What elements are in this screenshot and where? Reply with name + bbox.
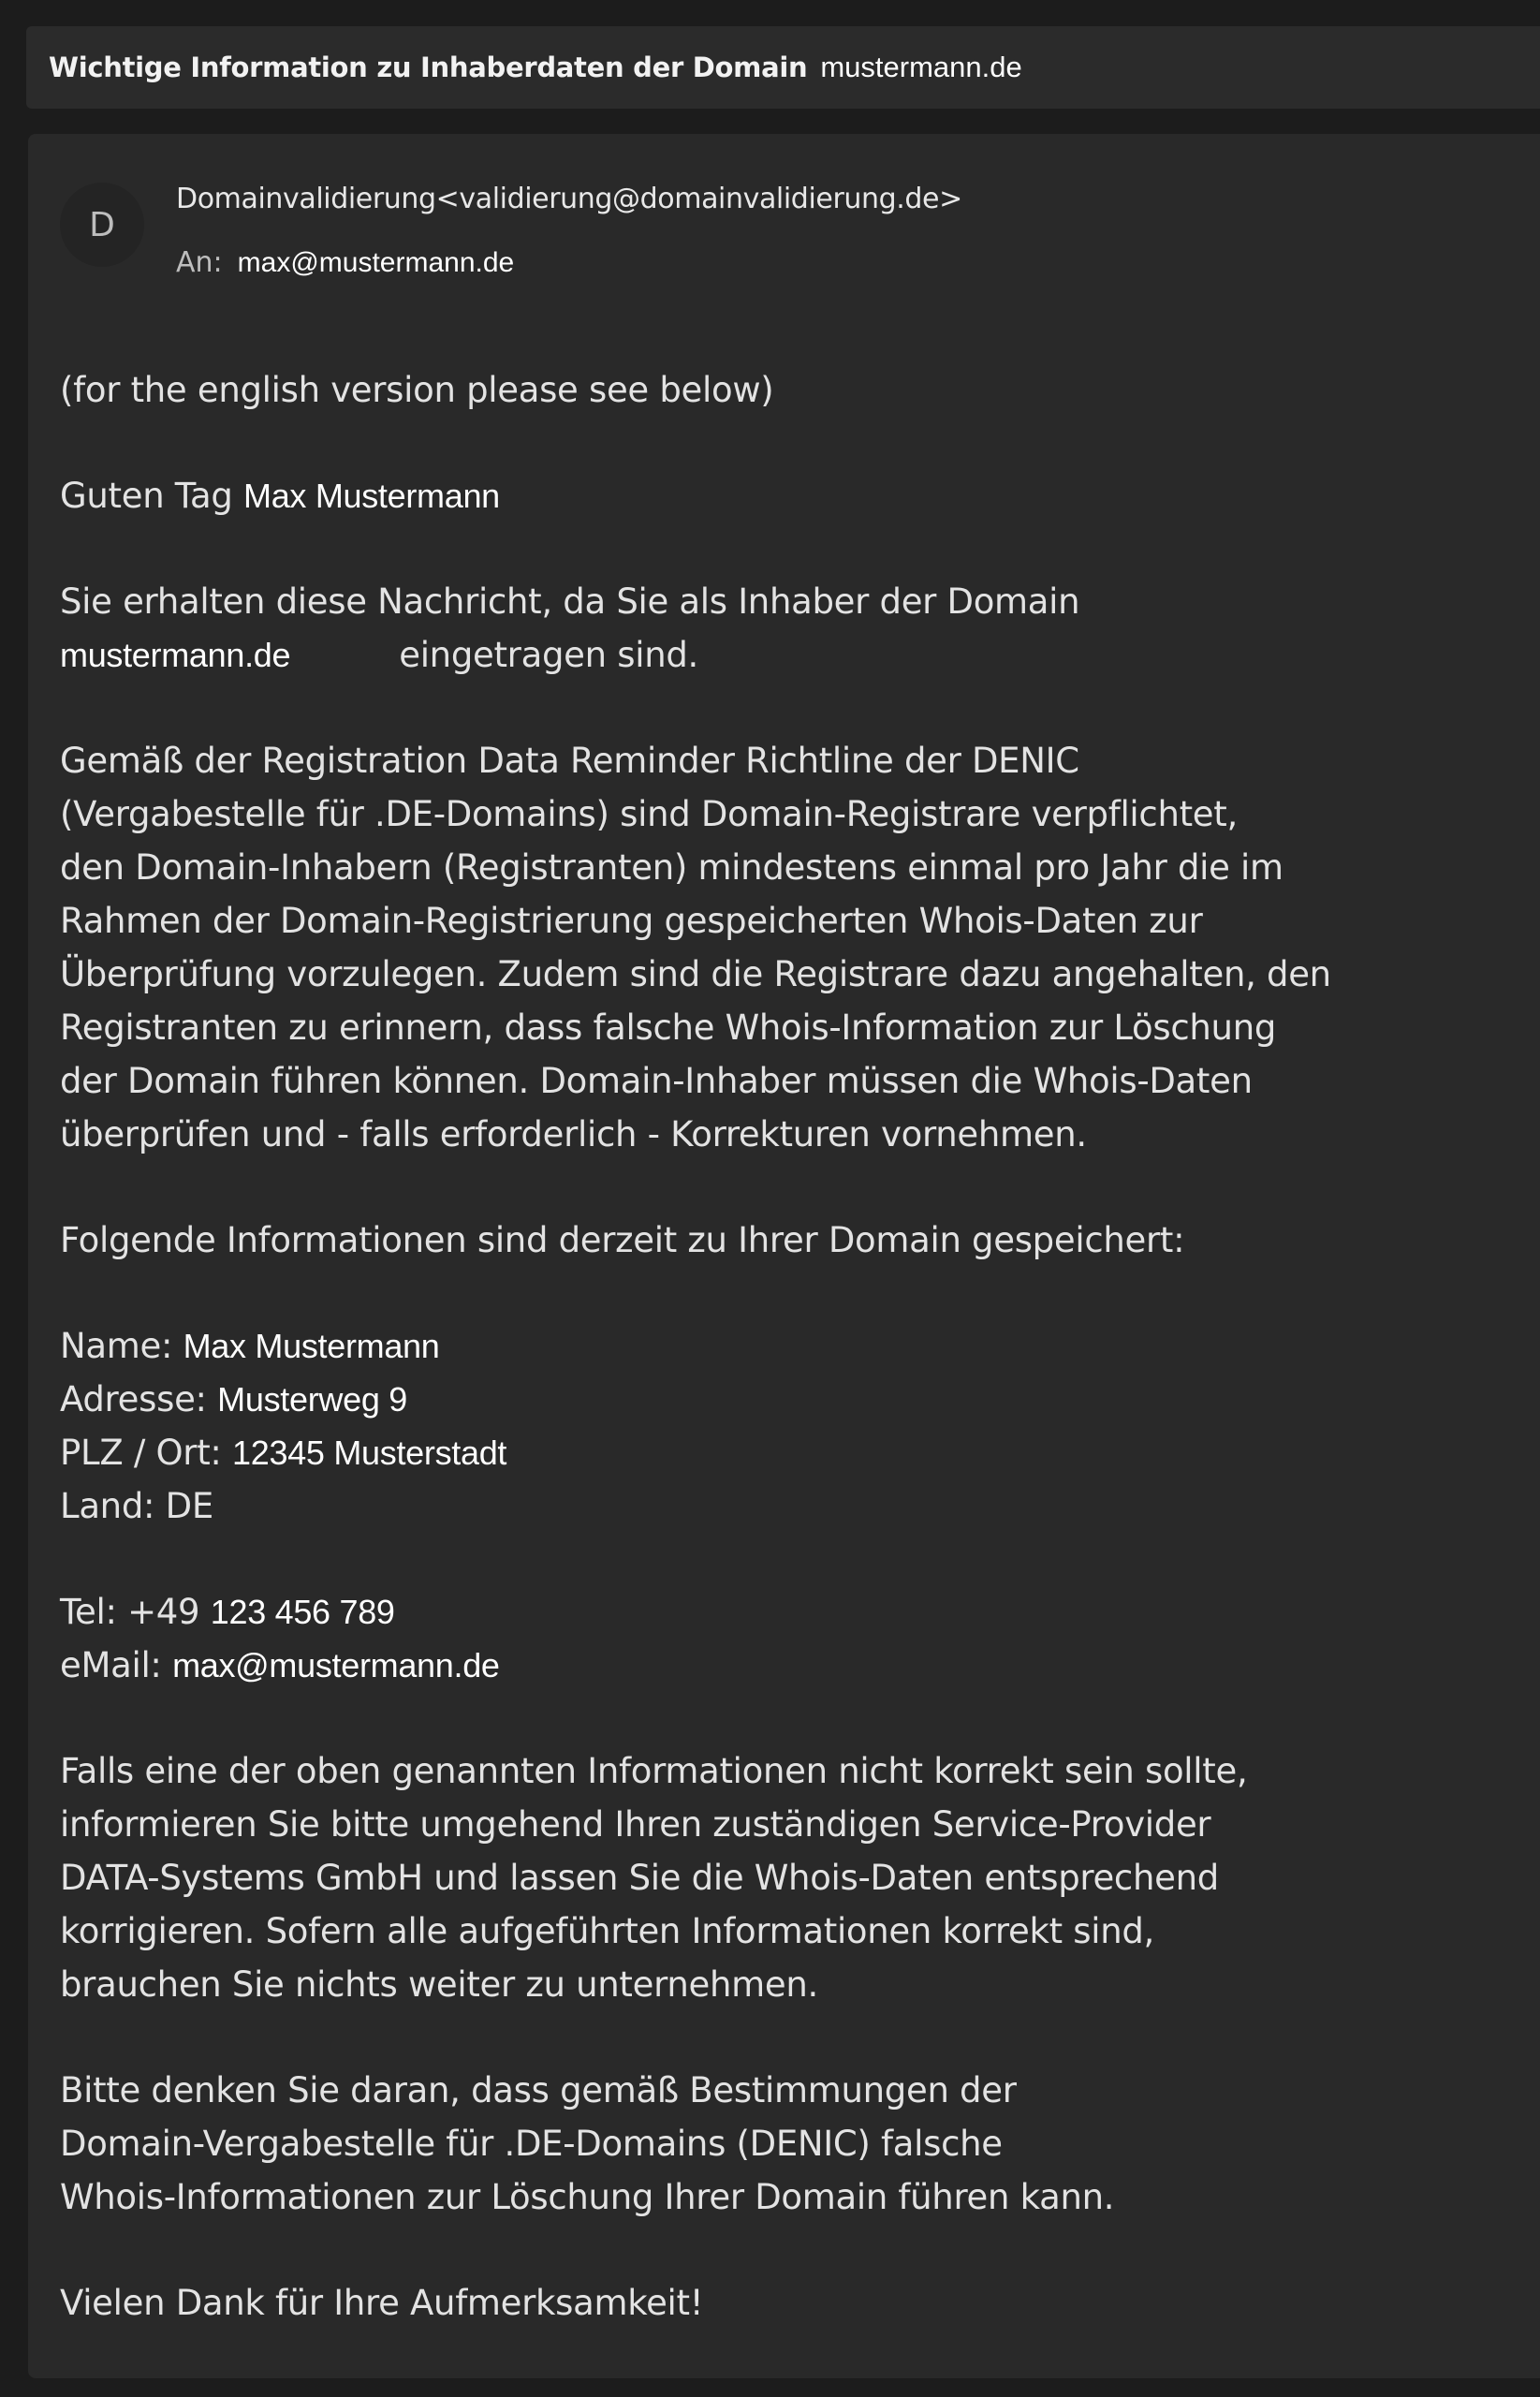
paragraph-5-line: Bitte denken Sie daran, dass gemäß Bestimmungen der <box>60 2070 1017 2110</box>
whois-email-label: eMail: <box>60 1645 162 1685</box>
closing-text: Vielen Dank für Ihre Aufmerksamkeit! <box>60 2283 704 2323</box>
recipient-address[interactable]: max@mustermann.de <box>237 247 515 278</box>
greeting-name: Max Mustermann <box>243 477 500 515</box>
whois-country-value: DE <box>165 1486 213 1526</box>
whois-tel-row <box>60 1585 1464 1639</box>
whois-city-row <box>60 1426 1464 1479</box>
paragraph-5 <box>60 2064 1464 2224</box>
sender-avatar[interactable]: D <box>60 183 144 267</box>
paragraph-2-line: Registranten zu erinnern, dass falsche Whois-Information zur Löschung <box>60 1007 1277 1048</box>
subject-domain: mustermann.de <box>820 51 1022 83</box>
paragraph-1-line-1: Sie erhalten diese Nachricht, da Sie als Inhaber der Domain <box>60 581 1080 622</box>
paragraph-1 <box>60 575 1464 682</box>
whois-city-value: 12345 Musterstadt <box>232 1434 507 1472</box>
whois-country-label: Land: <box>60 1486 155 1526</box>
paragraph-2-line: (Vergabestelle für .DE-Domains) sind Domain-Registrare verpflichtet, <box>60 794 1238 834</box>
whois-address-row <box>60 1373 1464 1426</box>
paragraph-5-line: Whois-Informationen zur Löschung Ihrer Domain führen kann. <box>60 2177 1115 2217</box>
whois-email-row <box>60 1639 1464 1692</box>
paragraph-2 <box>60 734 1464 1161</box>
paragraph-2-line: Rahmen der Domain-Registrierung gespeicherten Whois-Daten zur <box>60 901 1203 941</box>
paragraph-2-line: den Domain-Inhabern (Registranten) mindestens einmal pro Jahr die im <box>60 847 1283 888</box>
paragraph-4-line: brauchen Sie nichts weiter zu unternehmen. <box>60 1964 818 2005</box>
whois-email-value[interactable]: max@mustermann.de <box>172 1646 500 1684</box>
whois-address-block <box>60 1319 1464 1533</box>
paragraph-3: Folgende Informationen sind derzeit zu Ihrer Domain gespeichert: <box>60 1220 1185 1260</box>
greeting <box>60 469 1464 522</box>
sender-address[interactable]: Domainvalidierung<validierung@domainvalidierung.de> <box>176 183 962 215</box>
whois-address-label: Adresse: <box>60 1379 207 1419</box>
message-card <box>28 134 1540 2378</box>
whois-name-row <box>60 1319 1464 1373</box>
message-body <box>60 363 1464 2330</box>
recipient-row <box>176 246 514 279</box>
subject-bar <box>26 26 1540 109</box>
whois-tel-value: 123 456 789 <box>210 1593 395 1631</box>
intro-text: (for the english version please see below) <box>60 370 774 410</box>
paragraph-5-line: Domain-Vergabestelle für .DE-Domains (DENIC) falsche <box>60 2124 1003 2164</box>
whois-name-value: Max Mustermann <box>183 1327 440 1365</box>
subject-title: Wichtige Information zu Inhaberdaten der Domain <box>49 51 808 83</box>
whois-name-label: Name: <box>60 1326 173 1366</box>
paragraph-4-line: informieren Sie bitte umgehend Ihren zuständigen Service-Provider <box>60 1804 1211 1845</box>
greeting-prefix: Guten Tag <box>60 476 233 516</box>
paragraph-2-line: der Domain führen können. Domain-Inhaber müssen die Whois-Daten <box>60 1061 1253 1101</box>
paragraph-2-line: überprüfen und - falls erforderlich - Korrekturen vornehmen. <box>60 1114 1087 1154</box>
recipient-label: An: <box>176 246 223 279</box>
paragraph-4-line: DATA-Systems GmbH und lassen Sie die Whois-Daten entsprechend <box>60 1858 1219 1898</box>
paragraph-4-line: Falls eine der oben genannten Informationen nicht korrekt sein sollte, <box>60 1751 1248 1791</box>
paragraph-4-line: korrigieren. Sofern alle aufgeführten Informationen korrekt sind, <box>60 1911 1154 1951</box>
paragraph-2-line: Überprüfung vorzulegen. Zudem sind die Registrare dazu angehalten, den <box>60 954 1331 994</box>
whois-tel-label: Tel: +49 <box>60 1592 200 1632</box>
paragraph-1-line-2: eingetragen sind. <box>399 635 698 675</box>
paragraph-4 <box>60 1744 1464 2011</box>
whois-country-row <box>60 1479 1464 1533</box>
whois-city-label: PLZ / Ort: <box>60 1433 222 1473</box>
paragraph-1-domain: mustermann.de <box>60 636 291 674</box>
whois-contact-block <box>60 1585 1464 1692</box>
paragraph-2-line: Gemäß der Registration Data Reminder Richtline der DENIC <box>60 741 1079 781</box>
whois-address-value: Musterweg 9 <box>217 1380 407 1419</box>
